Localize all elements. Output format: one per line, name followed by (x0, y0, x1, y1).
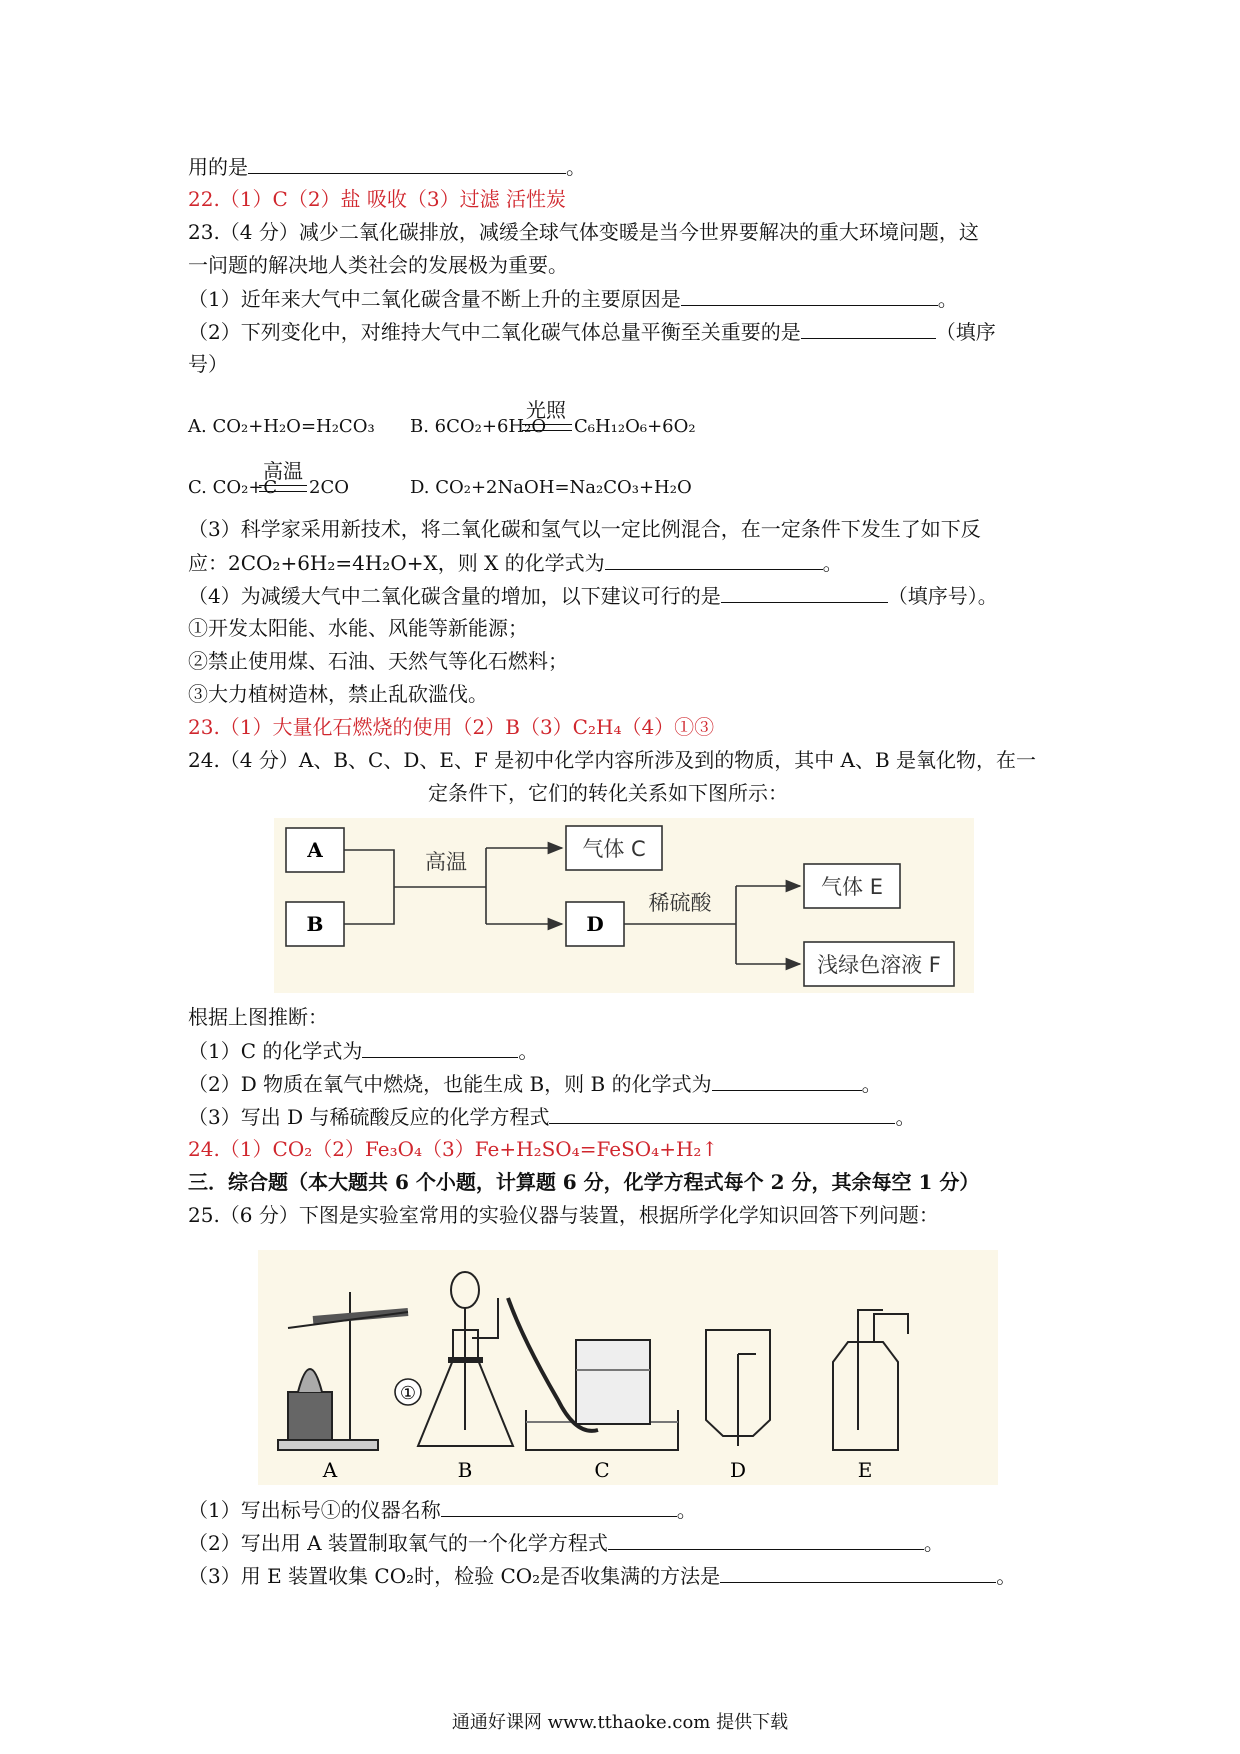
question-24-2 (188, 1068, 882, 1099)
apparatus-a (278, 1292, 408, 1450)
label-c: 气体 C (582, 837, 646, 861)
answer-blank[interactable] (549, 1101, 895, 1124)
option-b-condition: 光照 (526, 398, 566, 422)
reaction-flow-diagram (274, 818, 974, 993)
text: 。 (822, 551, 843, 575)
answer-23: 23.（1）大量化石燃烧的使用（2）B（3）C₂H₄（4）①③ (188, 715, 715, 739)
question-23-1 (188, 283, 958, 314)
text: （3）写出 D 与稀硫酸反应的化学方程式 (188, 1105, 550, 1129)
apparatus-d (706, 1330, 770, 1446)
answer-blank[interactable] (248, 151, 566, 174)
question-25: 25.（6 分）下图是实验室常用的实验仪器与装置，根据所学化学知识回答下列问题： (188, 1203, 939, 1227)
answer-blank[interactable] (720, 1560, 996, 1583)
option-c-left: C. CO₂+C (188, 477, 278, 498)
option-c-equals (259, 485, 307, 492)
label-f: 浅绿色溶液 F (817, 953, 941, 977)
answer-blank[interactable] (681, 283, 938, 306)
question-25-2 (188, 1527, 944, 1558)
option-b-equals (522, 424, 572, 431)
question-24-3 (188, 1101, 915, 1132)
apparatus-c (508, 1298, 678, 1450)
text: 。 (566, 155, 586, 179)
question-23-2 (188, 316, 996, 347)
answer-blank[interactable] (608, 1527, 924, 1550)
label-apparatus-c: C (594, 1458, 610, 1482)
lab-apparatus-figure (258, 1250, 998, 1485)
text: 用的是 (188, 155, 248, 179)
text: 。 (895, 1105, 916, 1129)
answer-22: 22.（1）C（2）盐 吸收（3）过滤 活性炭 (188, 187, 566, 211)
label-apparatus-d: D (729, 1458, 747, 1482)
label-e: 气体 E (821, 875, 883, 899)
text: 。 (518, 1039, 539, 1063)
suggestion-1: ①开发太阳能、水能、风能等新能源； (188, 616, 528, 640)
answer-blank[interactable] (362, 1035, 518, 1058)
label-apparatus-a: A (322, 1458, 338, 1482)
option-c-condition: 高温 (263, 459, 303, 483)
text: （1）近年来大气中二氧化碳含量不断上升的主要原因是 (188, 287, 681, 311)
option-c-right: 2CO (309, 477, 349, 498)
flow-svg (274, 818, 974, 993)
apparatus-b (418, 1272, 513, 1446)
option-b-left: B. 6CO₂+6H₂O (410, 416, 547, 437)
question-24-infer: 根据上图推断： (188, 1005, 328, 1029)
condition-dilute-acid: 稀硫酸 (648, 891, 712, 915)
text: 。 (996, 1564, 1017, 1588)
q22-tail (188, 151, 586, 182)
option-a: A. CO₂+H₂O=H₂CO₃ (188, 416, 375, 437)
suggestion-3: ③大力植树造林，禁止乱砍滥伐。 (188, 682, 488, 706)
text: （3）用 E 装置收集 CO₂时，检验 CO₂是否收集满的方法是 (188, 1564, 721, 1588)
label-apparatus-b: B (457, 1458, 473, 1482)
text: （1）写出标号①的仪器名称 (188, 1498, 441, 1522)
question-25-3 (188, 1560, 1016, 1591)
label-d: D (586, 912, 604, 936)
text: （2）写出用 A 装置制取氧气的一个化学方程式 (188, 1531, 608, 1555)
text: （4）为减缓大气中二氧化碳含量的增加，以下建议可行的是 (188, 584, 721, 608)
question-23-4 (188, 580, 998, 611)
text: （1）C 的化学式为 (188, 1039, 363, 1063)
apparatus-e (833, 1310, 908, 1450)
text: （填序 (935, 320, 996, 344)
option-b-right: C₆H₁₂O₆+6O₂ (574, 416, 696, 437)
answer-blank[interactable] (605, 547, 823, 570)
answer-blank[interactable] (721, 580, 888, 603)
text: 。 (923, 1531, 944, 1555)
condition-high-temp: 高温 (425, 850, 467, 874)
apparatus-svg (258, 1250, 998, 1485)
label-a: A (307, 838, 323, 862)
question-24-1 (188, 1035, 538, 1066)
text: 。 (861, 1072, 882, 1096)
question-23-3-cont (188, 547, 843, 578)
question-23-2-cont: 号） (188, 352, 228, 376)
text: （填序号）。 (887, 584, 998, 608)
label-apparatus-e: E (857, 1458, 873, 1482)
answer-24: 24.（1）CO₂（2）Fe₃O₄（3）Fe+H₂SO₄=FeSO₄+H₂↑ (188, 1137, 719, 1161)
question-23: 23.（4 分）减少二氧化碳排放，减缓全球气体变暖是当今世界要解决的重大环境问题，这 (188, 220, 979, 244)
marker-1: ① (399, 1383, 417, 1404)
page-footer: 通通好课网 www.tthaoke.com 提供下载 (451, 1712, 789, 1733)
question-24-cont: 定条件下，它们的转化关系如下图所示： (428, 781, 788, 805)
question-24: 24.（4 分）A、B、C、D、E、F 是初中化学内容所涉及到的物质，其中 A、B 是氧化物，在一 (188, 748, 1037, 772)
answer-blank[interactable] (441, 1494, 677, 1517)
label-b: B (306, 912, 324, 936)
text: 应：2CO₂+6H₂=4H₂O+X，则 X 的化学式为 (188, 551, 605, 575)
answer-blank[interactable] (712, 1068, 862, 1091)
suggestion-2: ②禁止使用煤、石油、天然气等化石燃料； (188, 649, 568, 673)
section-3-heading: 三．综合题（本大题共 6 个小题，计算题 6 分，化学方程式每个 2 分，其余每空 1 分） (188, 1170, 980, 1194)
text: 。 (937, 287, 958, 311)
question-23-3: （3）科学家采用新技术，将二氧化碳和氢气以一定比例混合，在一定条件下发生了如下反 (188, 517, 981, 541)
text: 。 (676, 1498, 697, 1522)
text: （2）下列变化中，对维持大气中二氧化碳气体总量平衡至关重要的是 (188, 320, 801, 344)
option-d: D. CO₂+2NaOH=Na₂CO₃+H₂O (410, 477, 692, 498)
question-23-cont: 一问题的解决地人类社会的发展极为重要。 (188, 253, 568, 277)
text: （2）D 物质在氧气中燃烧，也能生成 B，则 B 的化学式为 (188, 1072, 712, 1096)
question-25-1 (188, 1494, 697, 1525)
answer-blank[interactable] (801, 316, 936, 339)
